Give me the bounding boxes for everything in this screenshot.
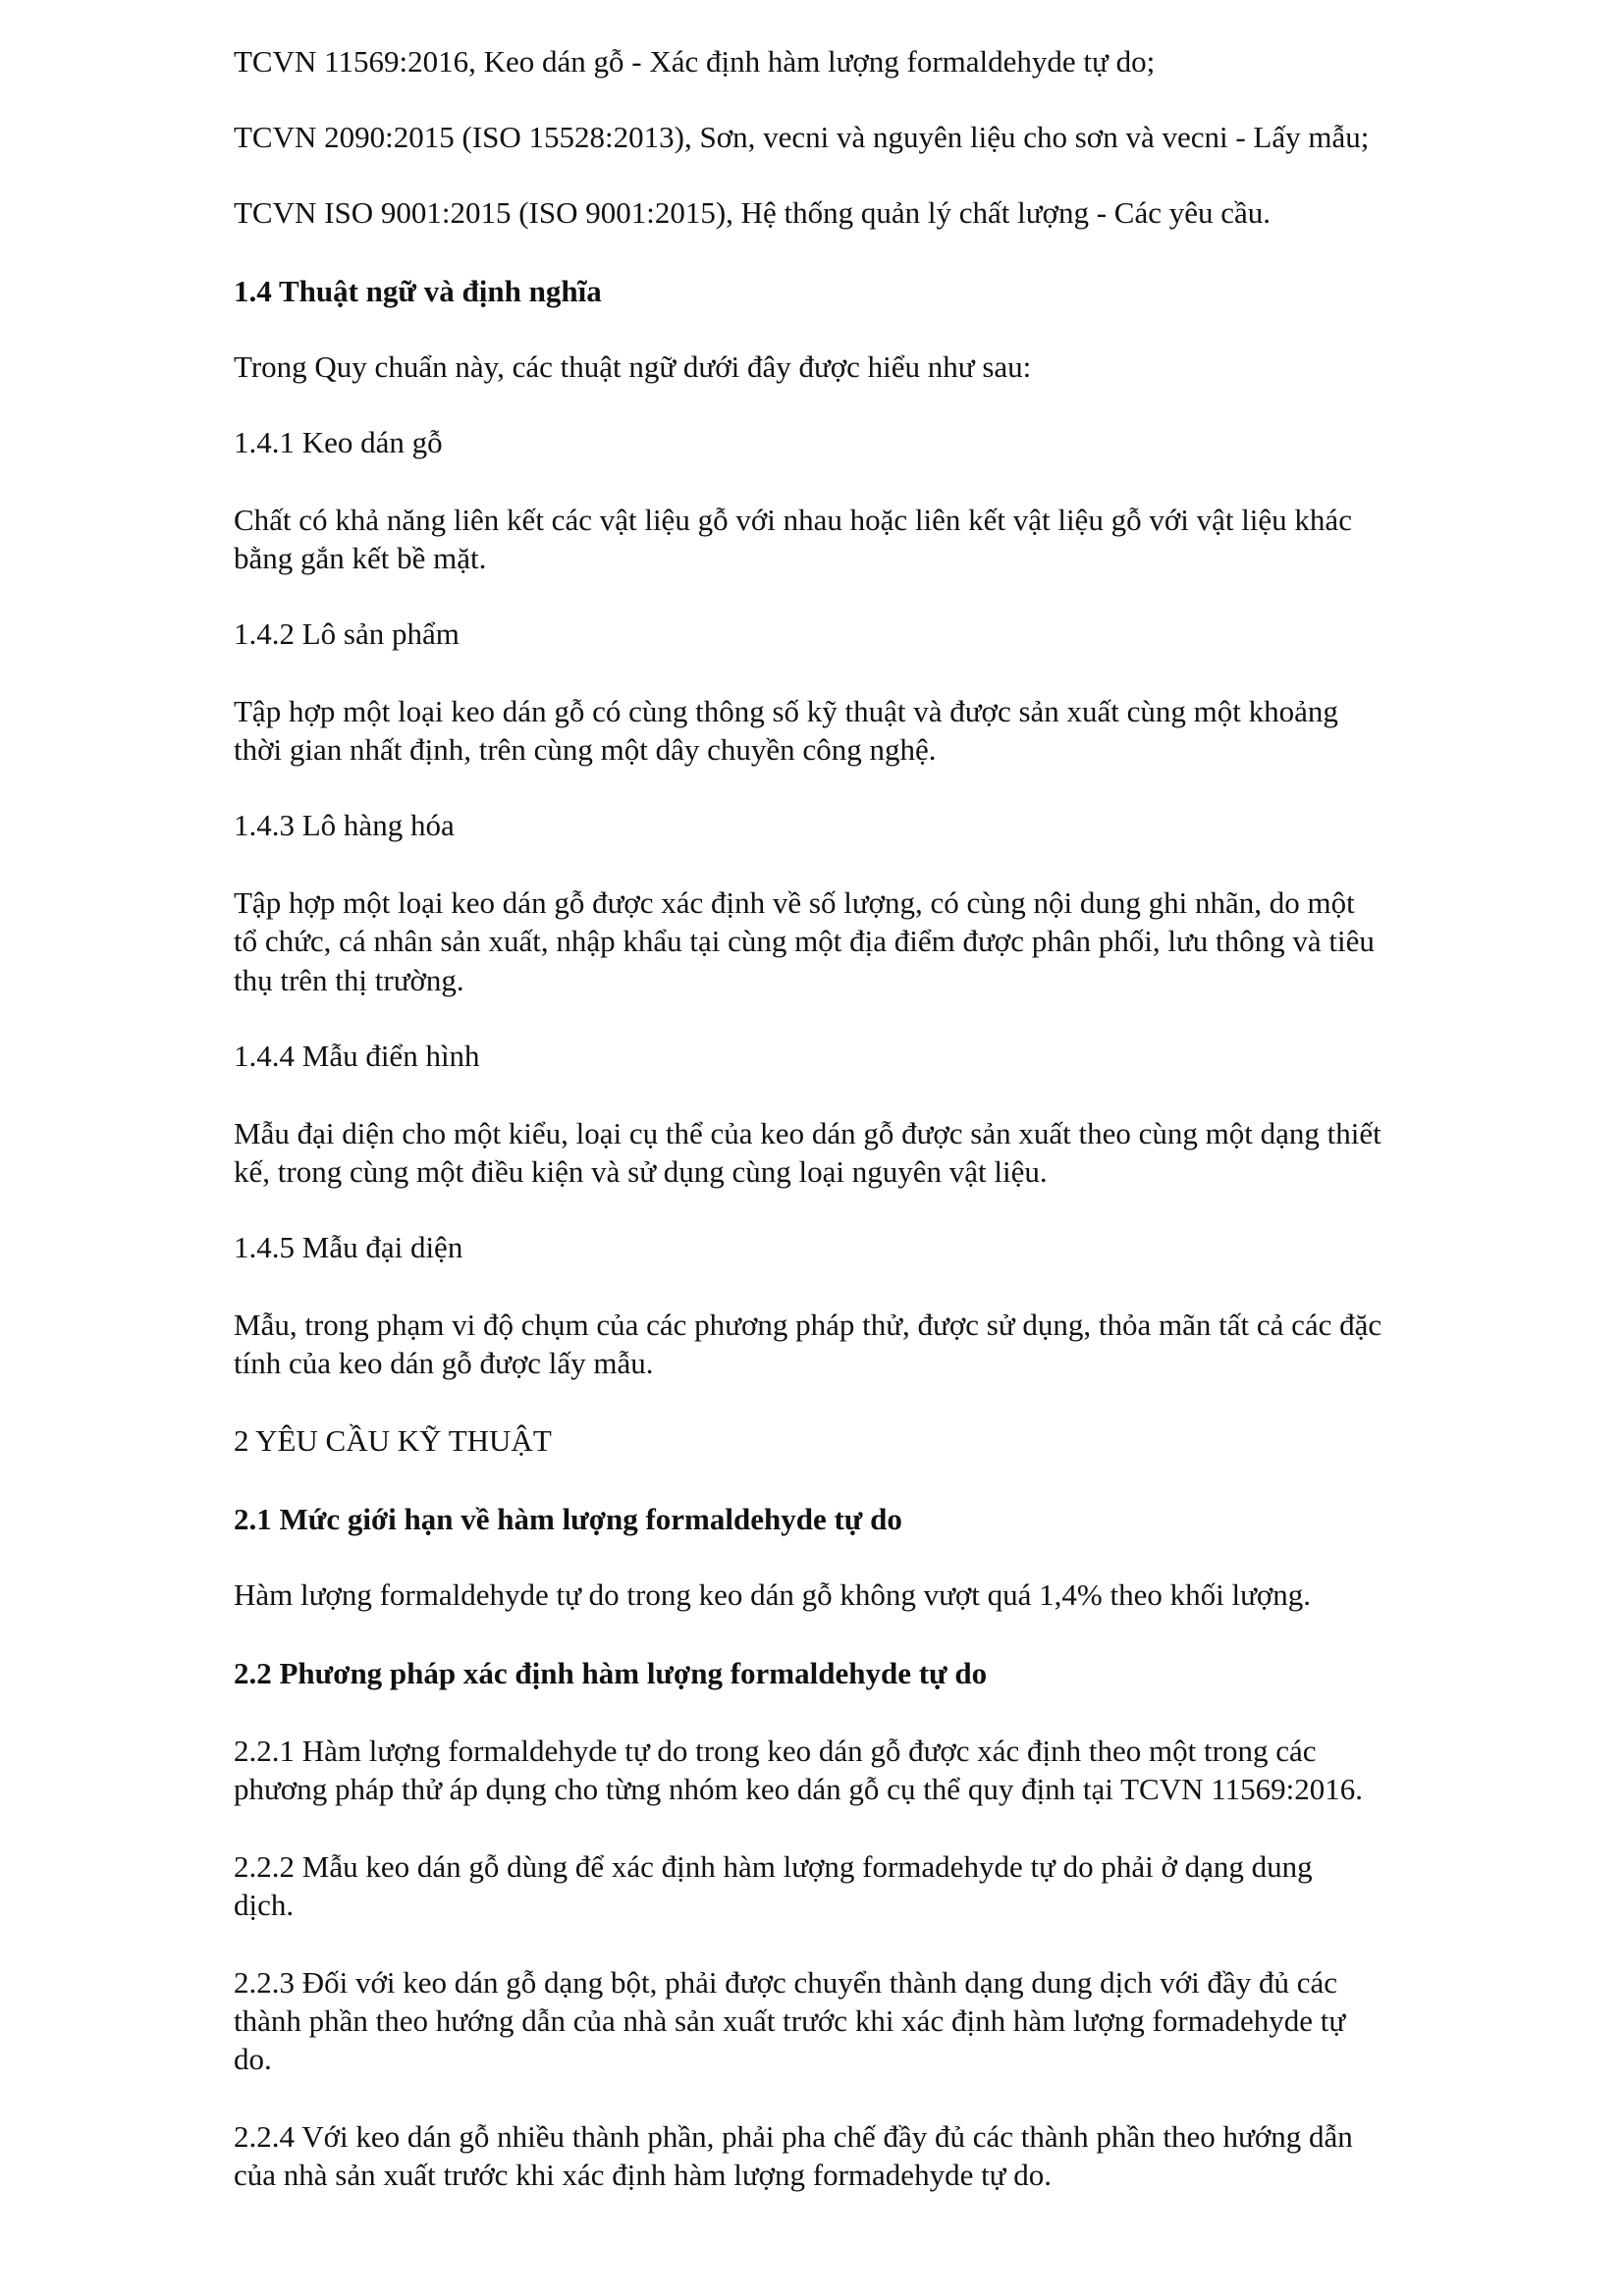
section-heading: 1.4 Thuật ngữ và định nghĩa xyxy=(234,274,602,308)
text-line: bằng gắn kết bề mặt. xyxy=(234,541,487,575)
subsection-heading: 1.4.1 Keo dán gỗ xyxy=(234,425,443,459)
text-line: 2.2.2 Mẫu keo dán gỗ dùng để xác định hàm lượng formadehyde tự do phải ở dạng dung xyxy=(234,1849,1313,1884)
text-line: Trong Quy chuẩn này, các thuật ngữ dưới đây được hiểu như sau: xyxy=(234,349,1032,384)
text-line: 2.2.1 Hàm lượng formaldehyde tự do trong keo dán gỗ được xác định theo một trong các xyxy=(234,1734,1317,1768)
text-line: 2.2.4 Với keo dán gỗ nhiều thành phần, phải pha chế đầy đủ các thành phần theo hướng dẫn xyxy=(234,2119,1353,2154)
subsection-heading: 1.4.2 Lô sản phẩm xyxy=(234,616,460,651)
text-line: Hàm lượng formaldehyde tự do trong keo dán gỗ không vượt quá 1,4% theo khối lượng. xyxy=(234,1577,1312,1612)
subsection-heading: 1.4.4 Mẫu điển hình xyxy=(234,1039,480,1073)
text-line: tính của keo dán gỗ được lấy mẫu. xyxy=(234,1346,654,1380)
section-heading: 2.1 Mức giới hạn về hàm lượng formaldehyde tự do xyxy=(234,1502,902,1536)
text-line: Chất có khả năng liên kết các vật liệu gỗ với nhau hoặc liên kết vật liệu gỗ với vật liệu khác xyxy=(234,503,1352,537)
text-line: kế, trong cùng một điều kiện và sử dụng cùng loại nguyên vật liệu. xyxy=(234,1154,1048,1189)
text-line: Mẫu đại diện cho một kiểu, loại cụ thể của keo dán gỗ được sản xuất theo cùng một dạng thiết xyxy=(234,1116,1381,1150)
text-line: do. xyxy=(234,2042,272,2076)
section-heading: 2.2 Phương pháp xác định hàm lượng formaldehyde tự do xyxy=(234,1656,988,1690)
subsection-heading: 1.4.5 Mẫu đại diện xyxy=(234,1230,463,1264)
text-line: của nhà sản xuất trước khi xác định hàm lượng formadehyde tự do. xyxy=(234,2158,1052,2192)
subsection-heading: 1.4.3 Lô hàng hóa xyxy=(234,808,455,842)
text-line: thụ trên thị trường. xyxy=(234,963,464,997)
text-line: 2.2.3 Đối với keo dán gỗ dạng bột, phải được chuyển thành dạng dung dịch với đầy đủ các xyxy=(234,1965,1338,2000)
text-line: TCVN ISO 9001:2015 (ISO 9001:2015), Hệ thống quản lý chất lượng - Các yêu cầu. xyxy=(234,195,1272,230)
text-line: Tập hợp một loại keo dán gỗ được xác định về số lượng, có cùng nội dung ghi nhãn, do một xyxy=(234,885,1355,920)
text-line: Tập hợp một loại keo dán gỗ có cùng thông số kỹ thuật và được sản xuất cùng một khoảng xyxy=(234,694,1338,728)
text-line: TCVN 11569:2016, Keo dán gỗ - Xác định hàm lượng formaldehyde tự do; xyxy=(234,44,1156,79)
text-line: dịch. xyxy=(234,1888,295,1922)
text-line: tổ chức, cá nhân sản xuất, nhập khẩu tại cùng một địa điểm được phân phối, lưu thông và tiêu xyxy=(234,924,1375,958)
text-line: phương pháp thử áp dụng cho từng nhóm keo dán gỗ cụ thể quy định tại TCVN 11569:2016. xyxy=(234,1772,1363,1806)
text-line: thành phần theo hướng dẫn của nhà sản xuất trước khi xác định hàm lượng formadehyde tự xyxy=(234,2003,1346,2038)
text-line: TCVN 2090:2015 (ISO 15528:2013), Sơn, vecni và nguyên liệu cho sơn và vecni - Lấy mẫu; xyxy=(234,120,1370,154)
chapter-heading: 2 YÊU CẦU KỸ THUẬT xyxy=(234,1423,552,1458)
text-line: Mẫu, trong phạm vi độ chụm của các phương pháp thử, được sử dụng, thỏa mãn tất cả các đặc xyxy=(234,1308,1382,1342)
text-line: thời gian nhất định, trên cùng một dây chuyền công nghệ. xyxy=(234,732,937,767)
